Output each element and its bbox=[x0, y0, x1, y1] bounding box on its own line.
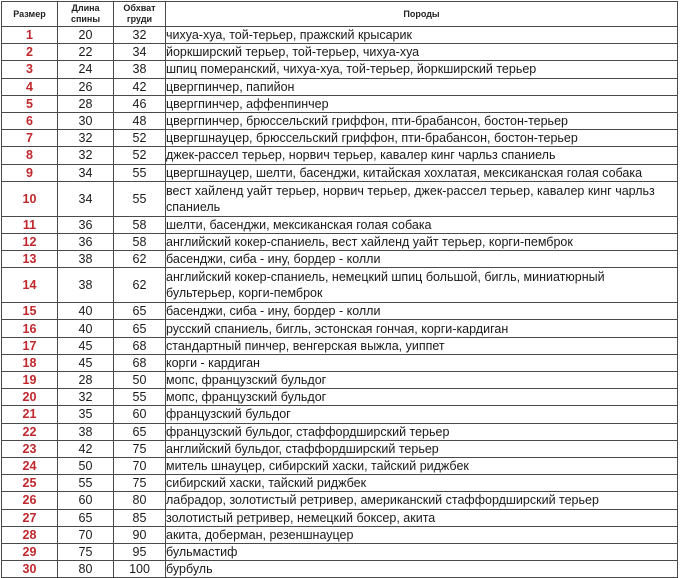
chest-girth-cell: 52 bbox=[114, 147, 166, 164]
back-length-cell: 36 bbox=[58, 216, 114, 233]
size-cell: 11 bbox=[2, 216, 58, 233]
size-cell: 20 bbox=[2, 389, 58, 406]
size-cell: 17 bbox=[2, 337, 58, 354]
table-row bbox=[2, 526, 678, 543]
breeds-cell: английский кокер-спаниель, вест хайленд уайт терьер, корги-пемброк bbox=[166, 233, 678, 250]
chest-girth-cell: 55 bbox=[114, 181, 166, 216]
back-length-cell: 50 bbox=[58, 457, 114, 474]
chest-girth-cell: 68 bbox=[114, 354, 166, 371]
size-cell: 15 bbox=[2, 303, 58, 320]
table-row bbox=[2, 130, 678, 147]
breeds-cell: цвергпинчер, аффенпинчер bbox=[166, 95, 678, 112]
chest-girth-cell: 60 bbox=[114, 406, 166, 423]
breeds-cell: басенджи, сиба - ину, бордер - колли bbox=[166, 303, 678, 320]
table-row bbox=[2, 406, 678, 423]
back-length-cell: 34 bbox=[58, 164, 114, 181]
table-row bbox=[2, 543, 678, 560]
chest-girth-cell: 75 bbox=[114, 440, 166, 457]
table-row bbox=[2, 78, 678, 95]
size-cell: 18 bbox=[2, 354, 58, 371]
chest-girth-cell: 80 bbox=[114, 492, 166, 509]
size-cell: 24 bbox=[2, 457, 58, 474]
back-length-cell: 38 bbox=[58, 423, 114, 440]
back-length-cell: 55 bbox=[58, 475, 114, 492]
chest-girth-cell: 65 bbox=[114, 303, 166, 320]
breeds-cell: стандартный пинчер, венгерская выжла, уиппет bbox=[166, 337, 678, 354]
back-length-cell: 35 bbox=[58, 406, 114, 423]
table-row bbox=[2, 27, 678, 44]
breeds-cell: корги - кардиган bbox=[166, 354, 678, 371]
chest-girth-cell: 32 bbox=[114, 27, 166, 44]
chest-girth-cell: 58 bbox=[114, 216, 166, 233]
chest-girth-cell: 62 bbox=[114, 268, 166, 303]
chest-girth-cell: 75 bbox=[114, 475, 166, 492]
breeds-cell: цвергшнауцер, брюссельский гриффон, пти-брабансон, бостон-терьер bbox=[166, 130, 678, 147]
size-cell: 9 bbox=[2, 164, 58, 181]
back-length-cell: 20 bbox=[58, 27, 114, 44]
size-cell: 22 bbox=[2, 423, 58, 440]
table-row bbox=[2, 112, 678, 129]
back-length-cell: 34 bbox=[58, 181, 114, 216]
chest-girth-cell: 58 bbox=[114, 233, 166, 250]
breeds-cell: английский бульдог, стаффордширский терьер bbox=[166, 440, 678, 457]
table-row bbox=[2, 354, 678, 371]
table-row bbox=[2, 389, 678, 406]
table-row bbox=[2, 475, 678, 492]
size-cell: 13 bbox=[2, 251, 58, 268]
table-row bbox=[2, 251, 678, 268]
breeds-cell: мопс, французский бульдог bbox=[166, 372, 678, 389]
breeds-cell: английский кокер-спаниель, немецкий шпиц большой, бигль, миниатюрный бультерьер, корги-пемброк bbox=[166, 268, 678, 303]
breeds-cell: шелти, басенджи, мексиканская голая собака bbox=[166, 216, 678, 233]
back-length-cell: 70 bbox=[58, 526, 114, 543]
back-length-cell: 28 bbox=[58, 372, 114, 389]
back-length-cell: 38 bbox=[58, 251, 114, 268]
breeds-cell: шпиц померанский, чихуа-хуа, той-терьер, йоркширский терьер bbox=[166, 61, 678, 78]
table-row bbox=[2, 147, 678, 164]
chest-girth-cell: 42 bbox=[114, 78, 166, 95]
chest-girth-cell: 65 bbox=[114, 423, 166, 440]
table-row bbox=[2, 440, 678, 457]
breeds-cell: золотистый ретривер, немецкий боксер, акита bbox=[166, 509, 678, 526]
chest-girth-cell: 62 bbox=[114, 251, 166, 268]
breeds-cell: французский бульдог bbox=[166, 406, 678, 423]
chest-girth-cell: 52 bbox=[114, 130, 166, 147]
table-row bbox=[2, 509, 678, 526]
table-row bbox=[2, 423, 678, 440]
breeds-cell: чихуа-хуа, той-терьер, пражский крысарик bbox=[166, 27, 678, 44]
breeds-cell: бурбуль bbox=[166, 561, 678, 578]
size-cell: 7 bbox=[2, 130, 58, 147]
back-length-cell: 32 bbox=[58, 147, 114, 164]
breeds-cell: йоркширский терьер, той-терьер, чихуа-хуа bbox=[166, 44, 678, 61]
size-cell: 19 bbox=[2, 372, 58, 389]
size-cell: 12 bbox=[2, 233, 58, 250]
breeds-cell: акита, доберман, резеншнауцер bbox=[166, 526, 678, 543]
table-row bbox=[2, 181, 678, 216]
table-row bbox=[2, 372, 678, 389]
size-cell: 2 bbox=[2, 44, 58, 61]
size-cell: 29 bbox=[2, 543, 58, 560]
size-cell: 26 bbox=[2, 492, 58, 509]
size-cell: 3 bbox=[2, 61, 58, 78]
breeds-cell: лабрадор, золотистый ретривер, американский стаффордширский терьер bbox=[166, 492, 678, 509]
breeds-cell: мопс, французский бульдог bbox=[166, 389, 678, 406]
back-length-cell: 40 bbox=[58, 320, 114, 337]
table-row bbox=[2, 303, 678, 320]
chest-girth-cell: 85 bbox=[114, 509, 166, 526]
size-cell: 14 bbox=[2, 268, 58, 303]
size-cell: 28 bbox=[2, 526, 58, 543]
table-row bbox=[2, 233, 678, 250]
back-length-cell: 32 bbox=[58, 130, 114, 147]
breeds-cell: басенджи, сиба - ину, бордер - колли bbox=[166, 251, 678, 268]
breeds-cell: джек-рассел терьер, норвич терьер, кавалер кинг чарльз спаниель bbox=[166, 147, 678, 164]
back-length-cell: 24 bbox=[58, 61, 114, 78]
table-row bbox=[2, 457, 678, 474]
header-breeds: Породы bbox=[166, 2, 678, 27]
back-length-cell: 38 bbox=[58, 268, 114, 303]
back-length-cell: 60 bbox=[58, 492, 114, 509]
size-cell: 16 bbox=[2, 320, 58, 337]
table-row bbox=[2, 492, 678, 509]
chest-girth-cell: 50 bbox=[114, 372, 166, 389]
back-length-cell: 40 bbox=[58, 303, 114, 320]
back-length-cell: 36 bbox=[58, 233, 114, 250]
size-cell: 23 bbox=[2, 440, 58, 457]
back-length-cell: 30 bbox=[58, 112, 114, 129]
size-cell: 1 bbox=[2, 27, 58, 44]
header-back-length: Длина спины bbox=[58, 2, 114, 27]
dog-size-table bbox=[1, 1, 678, 578]
header-chest-girth: Обхват груди bbox=[114, 2, 166, 27]
table-row bbox=[2, 216, 678, 233]
breeds-cell: цвергпинчер, брюссельский гриффон, пти-брабансон, бостон-терьер bbox=[166, 112, 678, 129]
back-length-cell: 22 bbox=[58, 44, 114, 61]
table-row bbox=[2, 164, 678, 181]
size-cell: 21 bbox=[2, 406, 58, 423]
chest-girth-cell: 65 bbox=[114, 320, 166, 337]
table-row bbox=[2, 61, 678, 78]
table-row bbox=[2, 95, 678, 112]
chest-girth-cell: 34 bbox=[114, 44, 166, 61]
breeds-cell: цвергпинчер, папийон bbox=[166, 78, 678, 95]
breeds-cell: вест хайленд уайт терьер, норвич терьер, джек-рассел терьер, кавалер кинг чарльз спаниель bbox=[166, 181, 678, 216]
back-length-cell: 42 bbox=[58, 440, 114, 457]
table-row bbox=[2, 561, 678, 578]
size-cell: 25 bbox=[2, 475, 58, 492]
back-length-cell: 65 bbox=[58, 509, 114, 526]
chest-girth-cell: 55 bbox=[114, 164, 166, 181]
chest-girth-cell: 46 bbox=[114, 95, 166, 112]
breeds-cell: сибирский хаски, тайский риджбек bbox=[166, 475, 678, 492]
size-cell: 27 bbox=[2, 509, 58, 526]
back-length-cell: 75 bbox=[58, 543, 114, 560]
size-cell: 6 bbox=[2, 112, 58, 129]
size-cell: 5 bbox=[2, 95, 58, 112]
chest-girth-cell: 95 bbox=[114, 543, 166, 560]
size-cell: 4 bbox=[2, 78, 58, 95]
chest-girth-cell: 90 bbox=[114, 526, 166, 543]
size-cell: 30 bbox=[2, 561, 58, 578]
back-length-cell: 45 bbox=[58, 354, 114, 371]
table-row bbox=[2, 268, 678, 303]
table-row bbox=[2, 44, 678, 61]
breeds-cell: цвергшнауцер, шелти, басенджи, китайская хохлатая, мексиканская голая собака bbox=[166, 164, 678, 181]
back-length-cell: 32 bbox=[58, 389, 114, 406]
chest-girth-cell: 70 bbox=[114, 457, 166, 474]
back-length-cell: 26 bbox=[58, 78, 114, 95]
back-length-cell: 80 bbox=[58, 561, 114, 578]
breeds-cell: русский спаниель, бигль, эстонская гончая, корги-кардиган bbox=[166, 320, 678, 337]
chest-girth-cell: 48 bbox=[114, 112, 166, 129]
back-length-cell: 45 bbox=[58, 337, 114, 354]
chest-girth-cell: 100 bbox=[114, 561, 166, 578]
table-row bbox=[2, 320, 678, 337]
breeds-cell: французский бульдог, стаффордширский терьер bbox=[166, 423, 678, 440]
header-row bbox=[2, 2, 678, 27]
chest-girth-cell: 55 bbox=[114, 389, 166, 406]
header-size: Размер bbox=[2, 2, 58, 27]
breeds-cell: митель шнауцер, сибирский хаски, тайский риджбек bbox=[166, 457, 678, 474]
table-body bbox=[2, 27, 678, 578]
size-cell: 10 bbox=[2, 181, 58, 216]
back-length-cell: 28 bbox=[58, 95, 114, 112]
size-cell: 8 bbox=[2, 147, 58, 164]
chest-girth-cell: 38 bbox=[114, 61, 166, 78]
table-row bbox=[2, 337, 678, 354]
breeds-cell: бульмастиф bbox=[166, 543, 678, 560]
chest-girth-cell: 68 bbox=[114, 337, 166, 354]
